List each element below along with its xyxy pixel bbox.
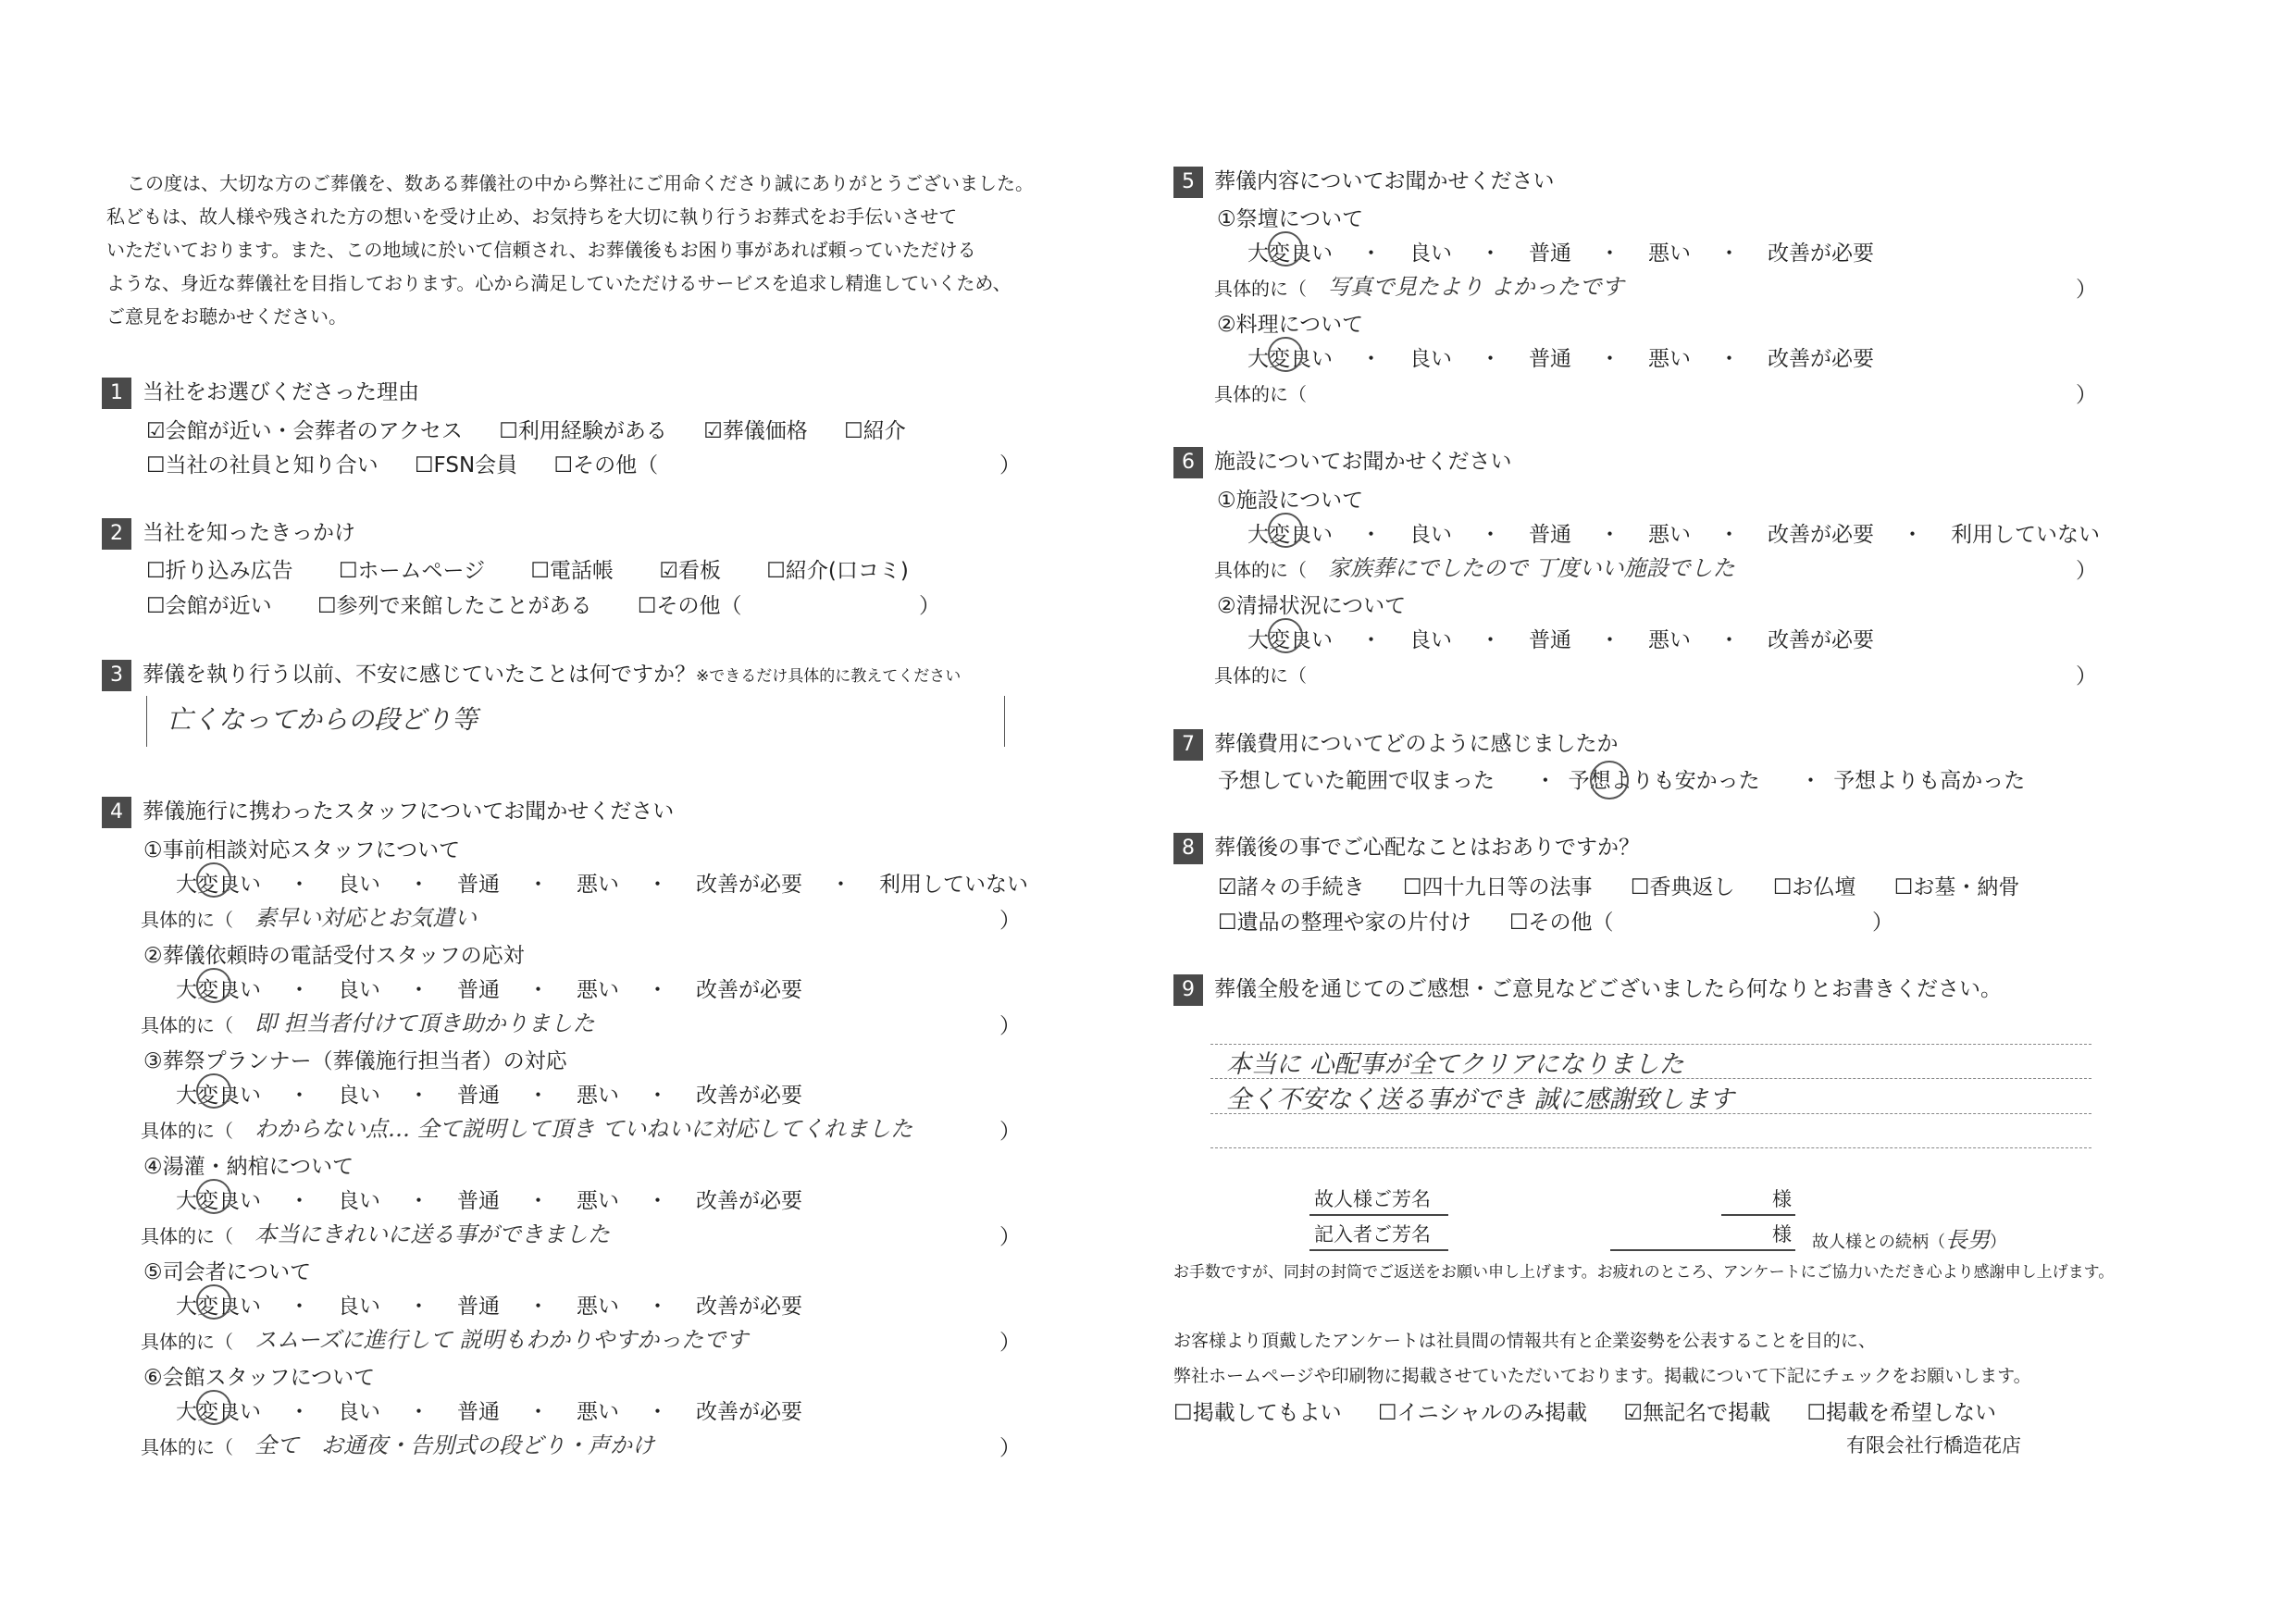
q4-item-4-rating-1[interactable]: 大変良い: [176, 1189, 261, 1213]
q4-item-6-specific-label: 具体的に（: [141, 1436, 233, 1458]
q4-item-1-rating-1[interactable]: 大変良い: [176, 873, 261, 897]
q2-heading: [102, 515, 355, 550]
q4-item-5-specific-label: 具体的に（: [141, 1331, 233, 1353]
q4-item-3-answer[interactable]: わからない点… 全て説明して頂き ていねいに対応してくれました: [254, 1116, 913, 1142]
rating-separator: ・: [647, 1400, 668, 1424]
q1-opt-price[interactable]: ☑葬儀価格: [703, 419, 808, 443]
rating-separator: ・: [647, 1295, 668, 1319]
q6-item-1-rating-5[interactable]: 改善が必要: [1768, 523, 1874, 547]
deceased-name-underline[interactable]: [1721, 1214, 1795, 1216]
q1-number: 1: [102, 378, 131, 409]
q6-item-1-rating-6[interactable]: 利用していない: [1951, 523, 2100, 547]
rating-separator: ・: [289, 978, 310, 1002]
publish-opt-anonymous[interactable]: ☑無記名で掲載: [1623, 1401, 1771, 1425]
q2-close-paren: ）: [919, 594, 940, 618]
publish-opt-ok[interactable]: ☐掲載してもよい: [1173, 1401, 1342, 1425]
q6-item-2-ratings: [1247, 623, 1874, 653]
q8-opt-return-gift[interactable]: ☐香典返し: [1630, 875, 1735, 899]
q6-item-1-specific-label: 具体的に（: [1214, 559, 1307, 581]
relation-label: 故人様との続柄（: [1812, 1233, 1945, 1252]
q8-title: 葬儀後の事でご心配なことはおありですか？: [1214, 836, 1640, 860]
q4-item-2-rating-5[interactable]: 改善が必要: [696, 978, 802, 1002]
q1-opt-experience[interactable]: ☐利用経験がある: [499, 419, 667, 443]
q4-item-5-selected-circle: [196, 1284, 231, 1320]
q5-item-1-rating-4[interactable]: 悪い: [1648, 242, 1691, 266]
q5-item-1-answer[interactable]: 写真で見たより よかったです: [1328, 274, 1624, 300]
q5-item-1-specific-label: 具体的に（: [1214, 278, 1307, 300]
q8-opt-grave[interactable]: ☐お墓・納骨: [1893, 875, 2020, 899]
rating-separator: ・: [408, 1084, 429, 1108]
company-name: 有限会社行橋造花店: [1846, 1434, 2021, 1457]
q2-number: 2: [102, 518, 131, 550]
q6-item-1-answer[interactable]: 家族葬にでしたので 丁度いい施設でした: [1328, 555, 1735, 581]
q6-item-1-selected-circle: [1268, 513, 1303, 548]
q9-line-4: [1210, 1147, 2091, 1148]
q4-item-5-rating-2[interactable]: 良い: [338, 1295, 380, 1319]
q4-item-6-close-paren: ）: [999, 1436, 1021, 1460]
rating-separator: ・: [647, 873, 668, 897]
q4-heading: [102, 794, 674, 828]
q2-opt-other[interactable]: ☐その他（: [637, 594, 742, 618]
rating-separator: ・: [408, 1400, 429, 1424]
rating-separator: ・: [408, 1189, 429, 1213]
q4-title: 葬儀施行に携わったスタッフについてお聞かせください: [143, 800, 675, 824]
writer-name-label: 記入者ご芳名: [1314, 1223, 1431, 1246]
rating-separator: ・: [527, 978, 549, 1002]
rating-separator: ・: [289, 1084, 310, 1108]
rating-separator: ・: [408, 873, 429, 897]
rating-separator: ・: [647, 1189, 668, 1213]
q7-opt-within[interactable]: 予想していた範囲で収まった: [1218, 769, 1495, 793]
rating-separator: ・: [1599, 523, 1620, 547]
q4-item-2-ratings: [176, 973, 802, 1003]
q4-item-4-rating-4[interactable]: 悪い: [577, 1189, 619, 1213]
q1-opt-access[interactable]: ☑会館が近い・会葬者のアクセス: [146, 419, 463, 443]
rating-separator: ・: [1719, 242, 1740, 266]
rating-separator: ・: [1360, 347, 1382, 371]
rating-separator: ・: [1719, 347, 1740, 371]
q5-item-2-close-paren: ）: [2076, 383, 2097, 407]
rating-separator: ・: [1360, 242, 1382, 266]
q4-item-1-answer[interactable]: 素早い対応とお気遣い: [254, 905, 477, 931]
q4-item-6-title: ⑥会館スタッフについて: [143, 1366, 376, 1390]
rating-separator: ・: [1360, 628, 1382, 652]
q4-item-2-answer[interactable]: 即 担当者付けて頂き助かりました: [254, 1010, 595, 1036]
q7-opt-expensive[interactable]: 予想よりも高かった: [1833, 769, 2026, 793]
q4-item-3-title: ③葬祭プランナー（葬儀施行担当者）の対応: [143, 1049, 567, 1073]
q4-item-6-rating-2[interactable]: 良い: [338, 1400, 380, 1424]
q5-item-1-rating-5[interactable]: 改善が必要: [1768, 242, 1874, 266]
rating-separator: ・: [527, 1400, 549, 1424]
q9-answer-line-2[interactable]: 全く不安なく送る事ができ 誠に感謝致します: [1226, 1085, 1734, 1114]
q4-item-5-answer[interactable]: スムーズに進行して 説明もわかりやすかったです: [254, 1327, 749, 1353]
q5-item-2-selected-circle: [1268, 337, 1303, 372]
q1-title: 当社をお選びくださった理由: [143, 380, 419, 404]
q4-item-3-specific-label: 具体的に（: [141, 1120, 233, 1142]
q4-item-2-selected-circle: [196, 968, 231, 1003]
publish-options: [1173, 1395, 2002, 1426]
q9-answer-line-1[interactable]: 本当に 心配事が全てクリアになりました: [1226, 1050, 1684, 1079]
q3-answer: 亡くなってからの段どり等: [167, 704, 478, 735]
q3-number: 3: [102, 660, 131, 691]
q4-item-4-close-paren: ）: [999, 1225, 1021, 1249]
q4-item-6-answer[interactable]: 全て お通夜・告別式の段どり・声かけ: [254, 1432, 654, 1458]
q1-opt-acquaintance[interactable]: ☐当社の社員と知り合い: [146, 453, 379, 477]
rating-separator: ・: [1599, 242, 1620, 266]
q2-options-row2: [146, 589, 748, 619]
q2-opt-phonebook[interactable]: ☐電話帳: [530, 559, 614, 583]
relation-field: [1812, 1221, 2006, 1254]
q7-title: 葬儀費用についてどのように感じましたか: [1214, 732, 1619, 756]
q5-item-2-ratings: [1247, 341, 1874, 372]
q4-item-2-rating-2[interactable]: 良い: [338, 978, 380, 1002]
q8-number: 8: [1173, 833, 1203, 864]
q4-item-1-rating-4[interactable]: 悪い: [577, 873, 619, 897]
q4-number: 4: [102, 797, 131, 828]
q4-item-4-specific-label: 具体的に（: [141, 1225, 233, 1247]
q8-options-row2: [1218, 905, 1620, 936]
q2-opt-flyer[interactable]: ☐折り込み広告: [146, 559, 293, 583]
q4-item-1-title: ①事前相談対応スタッフについて: [143, 838, 461, 862]
q9-heading: [1173, 972, 2002, 1006]
q6-item-2-specific-label: 具体的に（: [1214, 664, 1307, 687]
rating-separator: ・: [527, 1084, 549, 1108]
q6-number: 6: [1173, 447, 1203, 478]
q5-item-2-rating-1[interactable]: 大変良い: [1247, 347, 1333, 371]
q7-number: 7: [1173, 729, 1203, 761]
q7-opt-cheaper[interactable]: 予想よりも安かった: [1568, 769, 1760, 793]
q2-opt-homepage[interactable]: ☐ホームページ: [338, 559, 486, 583]
deceased-label-underline: [1309, 1214, 1448, 1216]
q6-item-1-rating-1[interactable]: 大変良い: [1247, 523, 1333, 547]
thanks-note: お手数ですが、同封の封筒でご返送をお願い申し上げます。お疲れのところ、アンケートにご協力いただき心より感謝申し上げます。: [1173, 1263, 2115, 1282]
q8-opt-other[interactable]: ☐その他（: [1508, 911, 1614, 935]
q4-item-2-rating-4[interactable]: 悪い: [577, 978, 619, 1002]
q4-item-6-rating-1[interactable]: 大変良い: [176, 1400, 261, 1424]
rating-separator: ・: [1480, 347, 1501, 371]
intro-line-1: この度は、大切な方のご葬儀を、数ある葬儀社の中から弊社にご用命くださり誠にありがとうございました。: [127, 172, 1034, 194]
q6-title: 施設についてお聞かせください: [1214, 450, 1512, 474]
q4-item-5-rating-4[interactable]: 悪い: [577, 1295, 619, 1319]
q1-options-row1: [146, 414, 912, 444]
publish-opt-decline[interactable]: ☐掲載を希望しない: [1806, 1401, 1997, 1425]
q8-opt-altar[interactable]: ☐お仏壇: [1772, 875, 1856, 899]
q2-title: 当社を知ったきっかけ: [143, 521, 355, 545]
q4-item-5-rating-3[interactable]: 普通: [457, 1295, 500, 1319]
q4-item-4-title: ④湯灌・納棺について: [143, 1155, 354, 1179]
q9-title: 葬儀全般を通じてのご感想・ご意見などございましたら何なりとお書きください。: [1214, 977, 2002, 1001]
q4-item-1-close-paren: ）: [999, 909, 1021, 933]
q4-item-2-close-paren: ）: [999, 1014, 1021, 1038]
rating-separator: ・: [1599, 347, 1620, 371]
q7-heading: [1173, 726, 1619, 761]
q4-item-5-ratings: [176, 1289, 802, 1320]
rating-separator: ・: [1480, 242, 1501, 266]
q2-options-row1: [146, 553, 914, 584]
rating-separator: ・: [289, 1189, 310, 1213]
q6-item-2-rating-5[interactable]: 改善が必要: [1768, 628, 1874, 652]
q6-item-1-rating-3[interactable]: 普通: [1529, 523, 1571, 547]
q6-item-2-rating-2[interactable]: 良い: [1409, 628, 1452, 652]
intro-line-2: 私どもは、故人様や残された方の想いを受け止め、お気持ちを大切に執り行うお葬式をお手伝いさせて: [106, 205, 958, 228]
q4-item-3-selected-circle: [196, 1073, 231, 1109]
q4-item-4-selected-circle: [196, 1179, 231, 1214]
q5-item-1-rating-1[interactable]: 大変良い: [1247, 242, 1333, 266]
rating-separator: ・: [1719, 628, 1740, 652]
q4-item-5-title: ⑤司会者について: [143, 1260, 312, 1284]
q8-opt-belongings[interactable]: ☐遺品の整理や家の片付け: [1218, 911, 1471, 935]
q5-item-2-rating-5[interactable]: 改善が必要: [1768, 347, 1874, 371]
q4-item-6-ratings: [176, 1395, 802, 1425]
q5-item-2-title: ②料理について: [1217, 313, 1364, 337]
rating-separator: ・: [647, 978, 668, 1002]
q4-item-2-rating-1[interactable]: 大変良い: [176, 978, 261, 1002]
q5-item-1-selected-circle: [1268, 231, 1303, 267]
q4-item-1-selected-circle: [196, 862, 231, 898]
q4-item-6-rating-4[interactable]: 悪い: [577, 1400, 619, 1424]
q4-item-4-rating-2[interactable]: 良い: [338, 1189, 380, 1213]
deceased-sama: 様: [1772, 1188, 1792, 1210]
q5-heading: [1173, 164, 1555, 198]
q4-item-3-rating-3[interactable]: 普通: [457, 1084, 500, 1108]
rating-separator: ・: [1480, 523, 1501, 547]
q8-heading: [1173, 830, 1640, 864]
q4-item-5-rating-1[interactable]: 大変良い: [176, 1295, 261, 1319]
q5-item-1-close-paren: ）: [2076, 278, 2097, 302]
q5-title: 葬儀内容についてお聞かせください: [1214, 169, 1555, 193]
q2-opt-wordofmouth[interactable]: ☐紹介(口コミ): [766, 559, 909, 583]
q1-heading: [102, 375, 419, 409]
writer-name-underline[interactable]: [1610, 1249, 1795, 1251]
q5-item-2-specific-label: 具体的に（: [1214, 383, 1307, 405]
q5-item-1-rating-3[interactable]: 普通: [1529, 242, 1571, 266]
rating-separator: ・: [527, 1189, 549, 1213]
q4-item-1-rating-3[interactable]: 普通: [457, 873, 500, 897]
q4-item-4-rating-3[interactable]: 普通: [457, 1189, 500, 1213]
rating-separator: ・: [527, 1295, 549, 1319]
rating-separator: ・: [1902, 523, 1923, 547]
q4-item-5-close-paren: ）: [999, 1331, 1021, 1355]
relation-close: ）: [1990, 1233, 2006, 1252]
q4-item-3-rating-5[interactable]: 改善が必要: [696, 1084, 802, 1108]
q2-opt-signboard[interactable]: ☑看板: [659, 559, 721, 583]
q4-item-4-rating-5[interactable]: 改善が必要: [696, 1189, 802, 1213]
rating-separator: ・: [408, 1295, 429, 1319]
writer-label-underline: [1309, 1249, 1448, 1251]
q2-opt-attended[interactable]: ☐参列で来館したことがある: [316, 594, 592, 618]
deceased-name-label: 故人様ご芳名: [1314, 1188, 1431, 1210]
q4-item-3-rating-2[interactable]: 良い: [338, 1084, 380, 1108]
q5-item-1-ratings: [1247, 236, 1874, 267]
rating-separator: ・: [289, 1400, 310, 1424]
q5-item-1-title: ①祭壇について: [1217, 207, 1364, 231]
intro-line-3: いただいております。また、この地域に於いて信頼され、お葬儀後もお困り事があれば頼っていただける: [106, 239, 976, 261]
q5-number: 5: [1173, 167, 1203, 198]
q8-opt-procedures[interactable]: ☑諸々の手続き: [1218, 875, 1365, 899]
q4-item-6-rating-3[interactable]: 普通: [457, 1400, 500, 1424]
q4-item-3-ratings: [176, 1078, 802, 1109]
q4-item-5-rating-5[interactable]: 改善が必要: [696, 1295, 802, 1319]
rating-separator: ・: [289, 873, 310, 897]
rating-separator: ・: [1719, 523, 1740, 547]
q4-item-1-rating-5[interactable]: 改善が必要: [696, 873, 802, 897]
publish-line-2: 弊社ホームページや印刷物に掲載させていただいております。掲載について下記にチェックをお願いします。: [1173, 1366, 2031, 1386]
q4-item-4-ratings: [176, 1184, 802, 1214]
q6-item-2-title: ②清掃状況について: [1217, 594, 1407, 618]
q9-number: 9: [1173, 974, 1203, 1006]
q4-item-6-rating-5[interactable]: 改善が必要: [696, 1400, 802, 1424]
q5-item-2-rating-3[interactable]: 普通: [1529, 347, 1571, 371]
q4-item-2-specific-label: 具体的に（: [141, 1014, 233, 1036]
q1-opt-referral[interactable]: ☐紹介: [844, 419, 906, 443]
rating-separator: ・: [1599, 628, 1620, 652]
q4-item-6-selected-circle: [196, 1390, 231, 1425]
rating-separator: ・: [1480, 628, 1501, 652]
rating-separator: ・: [527, 873, 549, 897]
intro-line-5: ご意見をお聴かせください。: [106, 305, 347, 328]
q8-close-paren: ）: [1872, 911, 1893, 935]
q4-item-3-rating-4[interactable]: 悪い: [577, 1084, 619, 1108]
q4-item-1-rating-2[interactable]: 良い: [338, 873, 380, 897]
q4-item-1-specific-label: 具体的に（: [141, 909, 233, 931]
rating-separator: ・: [408, 978, 429, 1002]
q5-item-1-rating-2[interactable]: 良い: [1409, 242, 1452, 266]
writer-sama: 様: [1772, 1223, 1792, 1246]
publish-opt-initials[interactable]: ☐イニシャルのみ掲載: [1377, 1401, 1588, 1425]
q5-item-2-rating-2[interactable]: 良い: [1409, 347, 1452, 371]
q4-item-3-rating-1[interactable]: 大変良い: [176, 1084, 261, 1108]
q6-item-1-close-paren: ）: [2076, 559, 2097, 583]
q4-item-2-rating-3[interactable]: 普通: [457, 978, 500, 1002]
q6-heading: [1173, 444, 1512, 478]
q6-item-2-rating-1[interactable]: 大変良い: [1247, 628, 1333, 652]
q6-item-2-selected-circle: [1268, 618, 1303, 653]
q4-item-1-rating-6[interactable]: 利用していない: [879, 873, 1028, 897]
q6-item-1-ratings: [1247, 517, 2100, 548]
q6-item-1-rating-4[interactable]: 悪い: [1648, 523, 1691, 547]
q2-opt-near[interactable]: ☐会館が近い: [146, 594, 272, 618]
q1-opt-other[interactable]: ☐その他（: [553, 453, 659, 477]
q6-item-1-title: ①施設について: [1217, 489, 1364, 513]
q4-item-4-answer[interactable]: 本当にきれいに送る事ができました: [254, 1221, 610, 1247]
q5-item-2-rating-4[interactable]: 悪い: [1648, 347, 1691, 371]
rating-separator: ・: [1360, 523, 1382, 547]
rating-separator: ・: [289, 1295, 310, 1319]
q3-note: ※できるだけ具体的に教えてください: [696, 667, 962, 686]
q6-item-2-close-paren: ）: [2076, 664, 2097, 688]
q6-item-2-rating-4[interactable]: 悪い: [1648, 628, 1691, 652]
publish-line-1: お客様より頂戴したアンケートは社員間の情報共有と企業姿勢を公表することを目的に、: [1173, 1331, 1876, 1351]
q1-opt-fsn[interactable]: ☐FSN会員: [414, 453, 518, 477]
q3-title: 葬儀を執り行う以前、不安に感じていたことは何ですか？: [143, 663, 696, 687]
q7-options: 予想していた範囲で収まった ・ 予想よりも安かった ・ 予想よりも高かった: [1218, 769, 2026, 793]
q6-item-1-rating-2[interactable]: 良い: [1409, 523, 1452, 547]
q4-item-1-ratings: [176, 867, 1028, 898]
relation-value[interactable]: 長男: [1945, 1227, 1990, 1253]
q6-item-2-rating-3[interactable]: 普通: [1529, 628, 1571, 652]
rating-separator: ・: [830, 873, 851, 897]
q3-heading: [102, 657, 961, 691]
q7-selected-circle: [1590, 761, 1629, 800]
rating-separator: ・: [647, 1084, 668, 1108]
q4-item-3-close-paren: ）: [999, 1120, 1021, 1144]
q8-opt-memorial[interactable]: ☐四十九日等の法事: [1402, 875, 1593, 899]
q4-item-2-title: ②葬儀依頼時の電話受付スタッフの応対: [143, 944, 525, 968]
q1-options-row2: [146, 448, 664, 478]
q8-options-row1: [1218, 870, 2025, 900]
q1-close-paren: ）: [999, 453, 1021, 477]
intro-line-4: ような、身近な葬儀社を目指しております。心から満足していただけるサービスを追求し精進していくため、: [106, 272, 1011, 294]
